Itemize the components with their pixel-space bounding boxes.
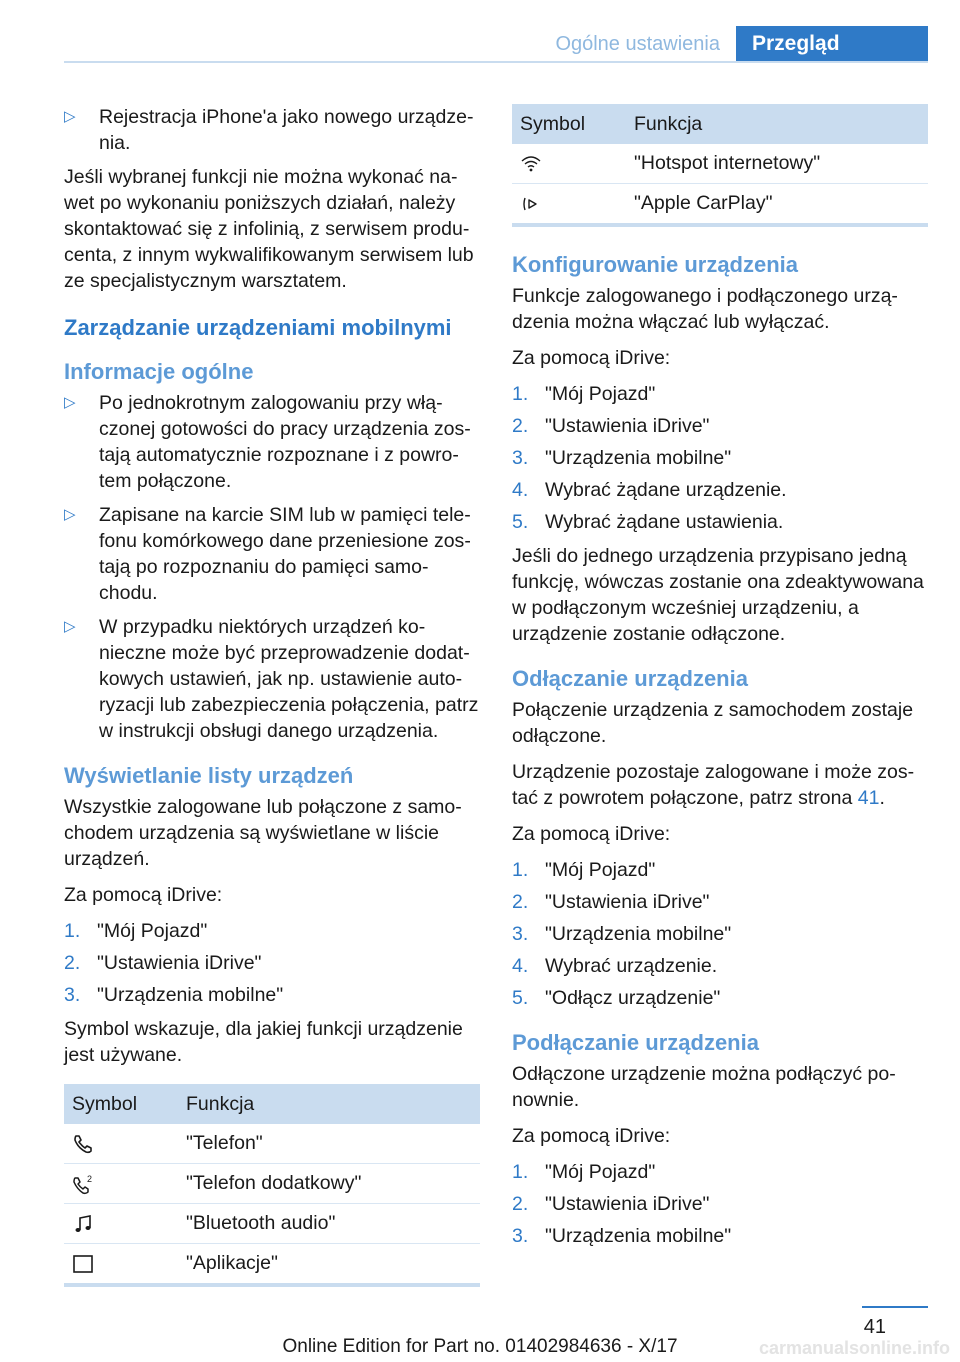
subheading-device-list: Wyświetlanie listy urządzeń <box>64 763 354 788</box>
section-heading: Zarządzanie urządzeniami mobilnymi <box>64 315 452 340</box>
symbol-table-continued <box>512 104 928 227</box>
list-item: 2. "Ustawienia iDrive" <box>64 952 262 974</box>
svg-text:2: 2 <box>87 1173 93 1184</box>
list-item: 3. "Urządzenia mobilne" <box>512 923 732 945</box>
list-item: 1. "Mój Pojazd" <box>512 383 656 405</box>
table-cell: "Telefon dodatkowy" <box>178 1164 480 1204</box>
symbol-table <box>64 1084 480 1287</box>
intro-paragraph: Jeśli wybranej funkcji nie można wykonać nawet po wykonaniu poniższych działań, należy skontaktować się z infolinią, z serwisem producenta, z innym wykwalifikowanym serwisem lub ze specjalistycznym warsztatem. <box>64 166 474 292</box>
phone-2-icon <box>72 1173 94 1195</box>
list-item: 2. "Ustawienia iDrive" <box>512 1193 710 1215</box>
table-row <box>64 1244 480 1286</box>
table-row <box>512 184 928 226</box>
header-divider <box>64 61 928 63</box>
list-item: 2. "Ustawienia iDrive" <box>512 891 710 913</box>
table-cell: "Bluetooth audio" <box>178 1204 480 1244</box>
triangle-bullet-icon: ▷ <box>64 108 76 125</box>
general-bullet-list <box>64 390 480 744</box>
list-item-text: Zapisane na karcie SIM lub w pamięci telefonu komórkowego dane przeniesione zostają po rozpoznaniu do pamięci samochodu. <box>99 504 471 604</box>
list-item: 4. Wybrać żądane urządzenie. <box>512 479 787 501</box>
section-title: Ogólne ustawienia <box>555 33 720 55</box>
phone-icon <box>72 1133 94 1155</box>
table-row <box>64 1204 480 1244</box>
column-header-symbol: Symbol <box>64 1084 178 1124</box>
list-item <box>64 104 480 156</box>
list-item: 3. "Urządzenia mobilne" <box>512 447 732 469</box>
page-number: 41 <box>863 1316 886 1338</box>
music-note-icon <box>72 1213 94 1235</box>
disconnect-paragraph-2: Urządzenie pozostaje zalogowane i może zostać z powrotem połączone, patrz strona 41. <box>512 761 915 809</box>
subheading-configure: Konfigurowanie urządzenia <box>512 252 799 277</box>
list-item <box>64 390 480 494</box>
list-item-text: Rejestracja iPhone'a jako nowego urządzenia. <box>99 106 474 154</box>
triangle-bullet-icon: ▷ <box>64 618 76 635</box>
chapter-tab[interactable]: Przegląd <box>736 26 928 62</box>
idrive-label: Za pomocą iDrive: <box>512 1125 671 1147</box>
table-row <box>512 144 928 184</box>
table-cell: "Aplikacje" <box>186 1252 278 1274</box>
intro-bullet-list <box>64 104 480 156</box>
list-item <box>64 614 480 744</box>
list-item: 3. "Urządzenia mobilne" <box>64 984 284 1006</box>
triangle-bullet-icon: ▷ <box>64 506 76 523</box>
table-row <box>64 1164 480 1204</box>
list-item: 3. "Urządzenia mobilne" <box>512 1225 732 1247</box>
configure-paragraph-2: Jeśli do jednego urządzenia przypisano jedną funkcję, wówczas zostanie ona zdeaktywowana w podłączonym wcześniej urządzeniu, a urządzenie zostanie odłączone. <box>512 545 924 645</box>
device-list-steps <box>64 918 480 1008</box>
list-item: 1. "Mój Pojazd" <box>64 920 208 942</box>
list-item: 1. "Mój Pojazd" <box>512 859 656 881</box>
page-link[interactable]: 41 <box>857 787 880 809</box>
list-item: 2. "Ustawienia iDrive" <box>512 415 710 437</box>
symbol-paragraph: Symbol wskazuje, dla jakiej funkcji urządzenie jest używane. <box>64 1018 463 1066</box>
page-header <box>0 0 960 62</box>
watermark: carmanualsonline.info <box>758 1338 950 1358</box>
list-item: 1. "Mój Pojazd" <box>512 1161 656 1183</box>
apps-icon <box>72 1253 94 1275</box>
reconnect-paragraph: Odłączone urządzenie można podłączyć ponownie. <box>512 1063 896 1111</box>
idrive-label: Za pomocą iDrive: <box>512 823 671 845</box>
disconnect-paragraph: Połączenie urządzenia z samochodem zostaje odłączone. <box>512 699 914 747</box>
table-header-row <box>512 104 928 144</box>
triangle-bullet-icon: ▷ <box>64 394 76 411</box>
footer-divider <box>862 1306 928 1308</box>
edition-label: Online Edition for Part no. 01402984636 - X/17 <box>282 1336 678 1357</box>
reconnect-steps <box>512 1159 928 1249</box>
table-header-row <box>64 1084 480 1124</box>
right-column <box>512 104 928 1257</box>
table-cell: "Telefon" <box>178 1124 480 1164</box>
table-row <box>64 1124 480 1164</box>
list-item-text: W przypadku niektórych urządzeń konieczne może być przeprowadzenie dodatkowych ustawień, jak np. ustawienie autoryzacji lub zabezpieczenia połączenia, patrz w instrukcji obsługi danego urządzenia. <box>99 616 479 742</box>
list-item <box>64 502 480 606</box>
wifi-hotspot-icon <box>520 153 542 175</box>
column-header-symbol: Symbol <box>512 104 626 144</box>
list-item: 5. Wybrać żądane ustawienia. <box>512 511 784 533</box>
configure-steps <box>512 381 928 535</box>
device-list-paragraph: Wszystkie zalogowane lub połączone z samochodem urządzenia są wyświetlane w liście urządzeń. <box>64 796 462 870</box>
subheading-disconnect: Odłączanie urządzenia <box>512 666 748 691</box>
carplay-icon <box>520 193 542 215</box>
subheading-reconnect: Podłączanie urządzenia <box>512 1030 759 1055</box>
left-column <box>64 104 480 1287</box>
list-item: 5. "Odłącz urządzenie" <box>512 987 721 1009</box>
configure-paragraph: Funkcje zalogowanego i podłączonego urządzenia można włączać lub wyłączać. <box>512 285 898 333</box>
list-item-text: Po jednokrotnym zalogowaniu przy włączonej gotowości do pracy urządzenia zostają automatycznie rozpoznane i z powrotem połączone. <box>99 392 471 492</box>
subheading-general: Informacje ogólne <box>64 359 254 384</box>
idrive-label: Za pomocą iDrive: <box>512 347 671 369</box>
list-item: 4. Wybrać urządzenie. <box>512 955 718 977</box>
idrive-label: Za pomocą iDrive: <box>64 884 223 906</box>
disconnect-steps <box>512 857 928 1011</box>
table-cell: "Apple CarPlay" <box>634 192 773 214</box>
column-header-function: Funkcja <box>626 104 928 144</box>
table-cell: "Hotspot internetowy" <box>626 144 928 184</box>
column-header-function: Funkcja <box>178 1084 480 1124</box>
